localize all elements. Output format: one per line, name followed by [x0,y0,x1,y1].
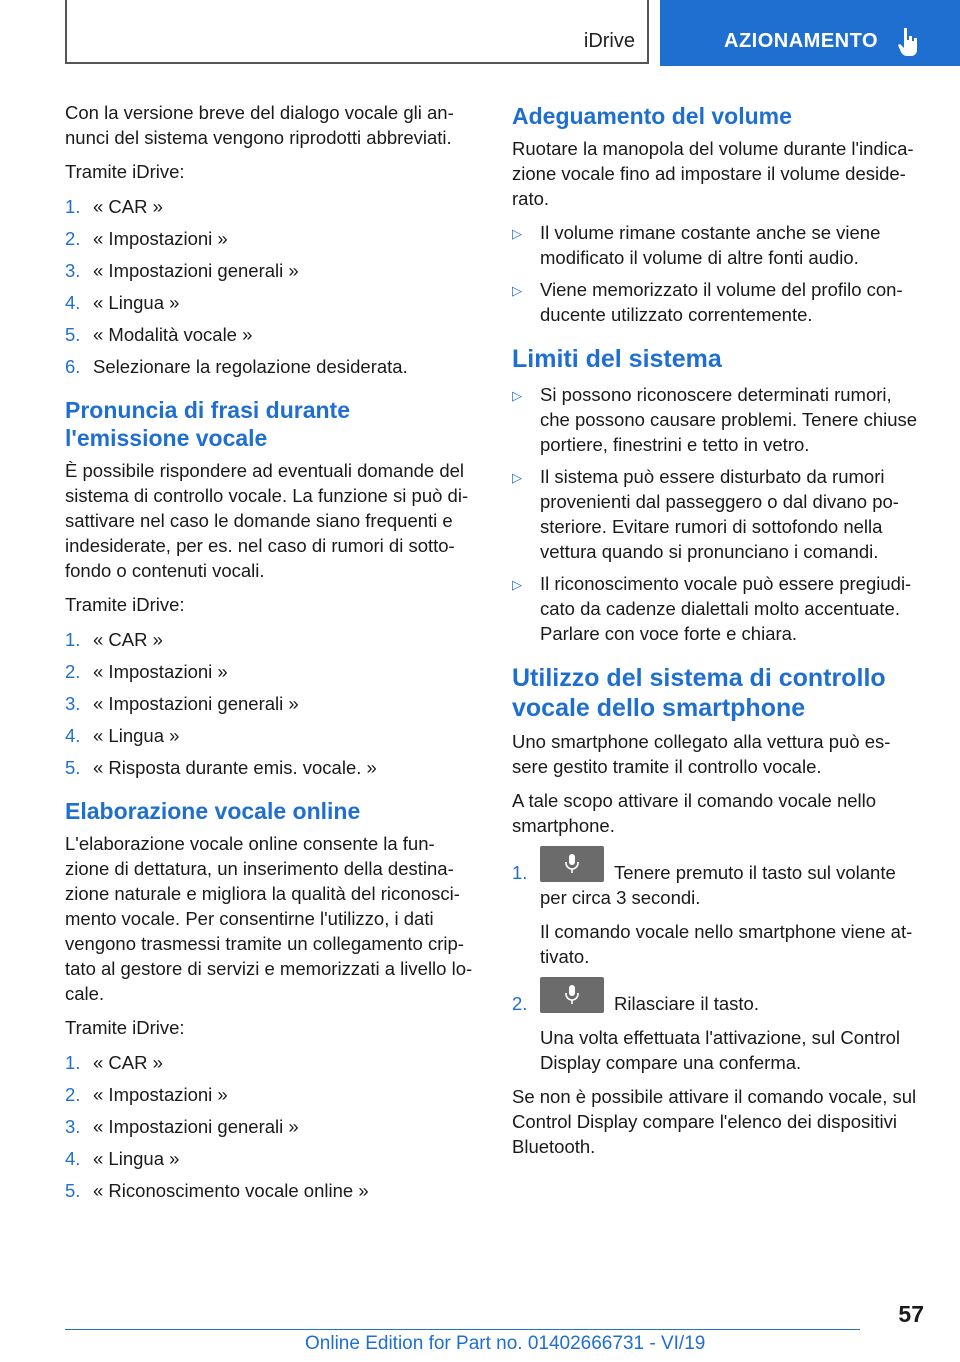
list-item: 3. « Impostazioni generali » [65,693,299,714]
step2-note: Una volta effettuata l'attivazione, sul Control Display compare una conferma. [540,1027,901,1073]
volume-paragraph: Ruotare la manopola del volume durante l'indica-zione vocale fino ad impostare il volume deside-rato. [512,138,914,209]
triangle-bullet-icon: ▷ [512,283,522,298]
page-number: 57 [898,1301,924,1327]
final-paragraph: Se non è possibile attivare il comando vocale, sul Control Display compare l'elenco dei dispositivi Bluetooth. [512,1086,917,1157]
pronuncia-paragraph: È possibile rispondere ad eventuali domande del sistema di controllo vocale. La funzione si può di-sattivare nel caso le domande siano frequenti e indesiderate, per es. nel caso di rumori di sotto-fondo o contenuti vocali. [65,460,469,581]
list-item: 1. Tenere premuto il tasto sul volante per circa 3 secondi. Il comando vocale nello smartphone viene at-tivato. [512,860,924,969]
via-idrive-3: Tramite iDrive: [65,1017,185,1038]
right-column [512,100,924,1168]
list-item: 1. « CAR » [65,629,163,650]
voice-button-image [540,846,604,882]
online-paragraph: L'elaborazione vocale online consente la fun-zione di dettatura, un inserimento della destina-zione naturale e migliora la qualità del riconosci-mento vocale. Per consentirne l'utilizzo, i dati vengono trasmessi tramite un collegamento crip-tato al gestore di servizi e memorizzati a livello lo-cale. [65,833,473,1004]
steps-list-2 [65,627,477,780]
heading-smartphone: Utilizzo del sistema di controllo vocale dello smartphone [512,664,886,722]
list-item: 4. « Lingua » [65,725,180,746]
triangle-bullet-icon: ▷ [512,226,522,241]
list-item: 3. « Impostazioni generali » [65,1116,299,1137]
heading-pronuncia: Pronuncia di frasi durante l'emissione vocale [65,397,350,451]
list-item: 5. « Risposta durante emis. vocale. » [65,757,377,778]
list-item: ▷ Il sistema può essere disturbato da rumori provenienti dal passeggero o dal divano po-steriore. Evitare rumori di sottofondo nella vettura quando si pronunciano i comandi. [512,466,899,562]
list-item: 2. « Impostazioni » [65,228,228,249]
left-column [65,100,477,1212]
smartphone-steps [512,860,924,1075]
list-item: 4. « Lingua » [65,1148,180,1169]
triangle-bullet-icon: ▷ [512,470,522,485]
steps-list-1 [65,194,477,379]
header-section-tab [660,0,960,66]
list-item: ▷ Viene memorizzato il volume del profilo con-ducente utilizzato correntemente. [512,279,903,325]
microphone-icon [564,853,580,875]
list-item: 1. « CAR » [65,196,163,217]
triangle-bullet-icon: ▷ [512,577,522,592]
list-item: 1. « CAR » [65,1052,163,1073]
triangle-bullet-icon: ▷ [512,388,522,403]
voice-button-image [540,977,604,1013]
list-item: ▷ Si possono riconoscere determinati rumori, che possono causare problemi. Tenere chiuse portiere, finestrini e tetto in vetro. [512,384,918,455]
list-item: 2. « Impostazioni » [65,661,228,682]
list-item: ▷ Il riconoscimento vocale può essere pregiudi-cato da cadenze dialettali molto accentuate. Parlare con voce forte e chiara. [512,573,912,644]
smartphone-paragraph-2: A tale scopo attivare il comando vocale nello smartphone. [512,790,877,836]
heading-online: Elaborazione vocale online [65,798,361,824]
list-item: ▷ Il volume rimane costante anche se viene modificato il volume di altre fonti audio. [512,222,881,268]
step1-note: Il comando vocale nello smartphone viene at-tivato. [540,921,913,967]
list-item: 6. Selezionare la regolazione desiderata. [65,356,408,377]
hand-pointer-icon [898,26,920,56]
volume-bullets [512,220,924,327]
heading-volume: Adeguamento del volume [512,103,792,129]
list-item: 5. « Riconoscimento vocale online » [65,1180,369,1201]
via-idrive-2: Tramite iDrive: [65,594,185,615]
via-idrive-1: Tramite iDrive: [65,161,185,182]
footer-edition: Online Edition for Part no. 01402666731 - VI/19 [305,1333,706,1354]
steps-list-3 [65,1050,477,1203]
step1-text: Tenere premuto il tasto sul volante per circa 3 secondi. [540,862,896,908]
intro-paragraph: Con la versione breve del dialogo vocale gli an-nunci del sistema vengono riprodotti abbreviati. [65,102,454,148]
list-item: 5. « Modalità vocale » [65,324,253,345]
header-subsection: iDrive [583,30,635,52]
list-item: 4. « Lingua » [65,292,180,313]
microphone-icon [564,984,580,1006]
header-section-label: AZIONAMENTO [724,30,879,52]
list-item: 3. « Impostazioni generali » [65,260,299,281]
list-item: 2. « Impostazioni » [65,1084,228,1105]
list-item: 2. Rilasciare il tasto. Una volta effettuata l'attivazione, sul Control Display compare una conferma. [512,991,924,1075]
heading-limiti: Limiti del sistema [512,345,722,373]
limiti-bullets [512,382,924,646]
smartphone-paragraph-1: Uno smartphone collegato alla vettura può es-sere gestito tramite il controllo vocale. [512,731,891,777]
step2-text: Rilasciare il tasto. [614,993,759,1014]
header-subsection-box [65,0,649,64]
footer-divider [65,1329,860,1330]
